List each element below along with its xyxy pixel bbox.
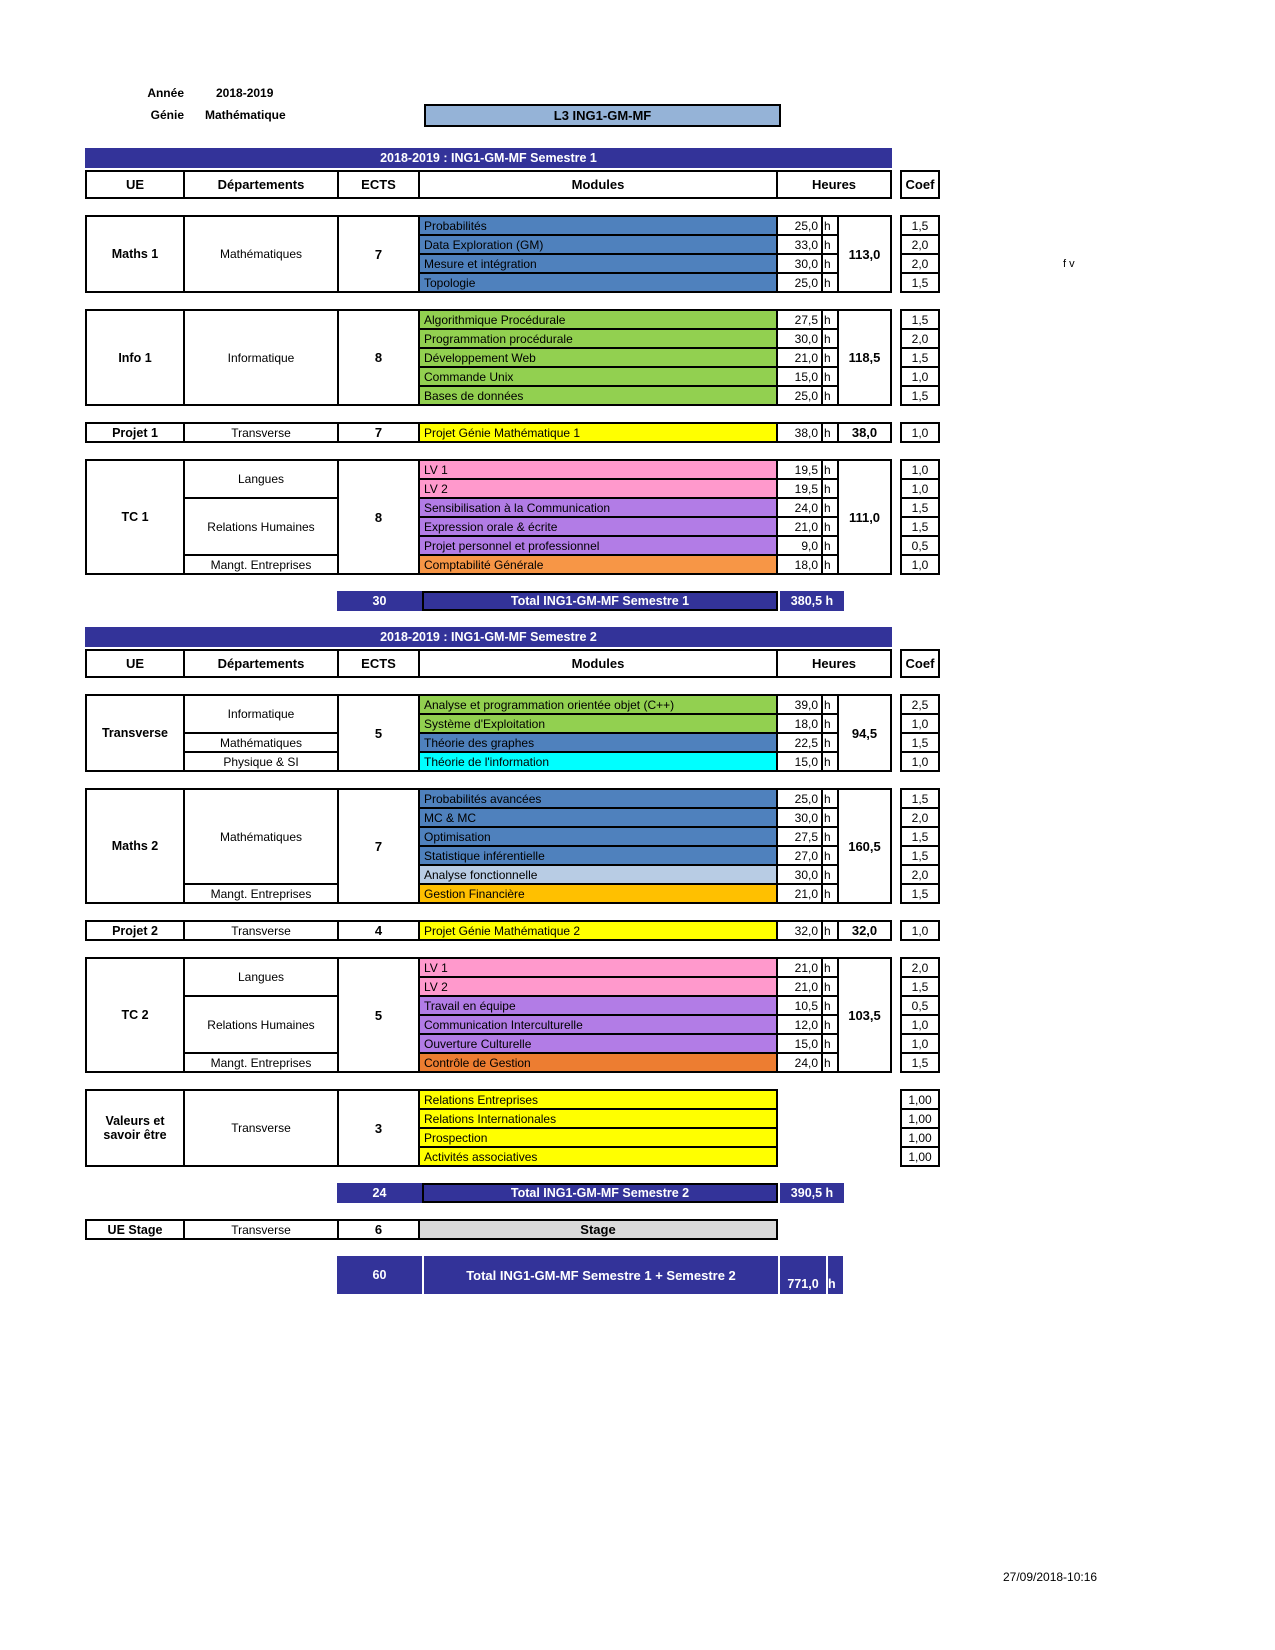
module-cell: Travail en équipe [420, 997, 776, 1014]
hours-unit: h [823, 715, 837, 732]
coef-cell: 0,5 [900, 995, 940, 1016]
coef-cell: 1,5 [900, 347, 940, 368]
hours-unit: h [823, 236, 837, 253]
section-grid [85, 459, 892, 575]
module-cell: Probabilités avancées [420, 790, 776, 807]
module-cell: Expression orale & écrite [420, 518, 776, 535]
ects-cell: 3 [339, 1091, 418, 1165]
section-grid [85, 215, 892, 293]
departement-cell: Langues [185, 461, 337, 497]
column-header-modules: Modules [420, 651, 776, 676]
coef-stack [900, 788, 940, 904]
module-cell: Relations Entreprises [420, 1091, 776, 1108]
section-hours-total: 38,0 [839, 424, 890, 441]
coef-cell: 1,0 [900, 554, 940, 575]
departement-cell: Langues [185, 959, 337, 995]
grand-total-label: Total ING1-GM-MF Semestre 1 + Semestre 2 [424, 1256, 778, 1294]
hours-unit: h [823, 828, 837, 845]
table-area [85, 148, 985, 1294]
stray-text: f v [1063, 258, 1075, 270]
course-section [85, 957, 945, 1073]
stage-grid [85, 1219, 778, 1240]
module-hours: 30,0 [778, 866, 821, 883]
module-hours: 19,5 [778, 480, 821, 497]
column-header-ects: ECTS [339, 651, 418, 676]
semester-1-total-hours: 380,5 h [780, 591, 844, 611]
coef-cell: 1,5 [900, 385, 940, 406]
semester-1-total-label: Total ING1-GM-MF Semestre 1 [422, 591, 778, 611]
module-cell: LV 1 [420, 959, 776, 976]
ects-cell: 8 [339, 461, 418, 573]
module-hours: 33,0 [778, 236, 821, 253]
departement-cell: Mangt. Entreprises [185, 885, 337, 902]
module-hours: 39,0 [778, 696, 821, 713]
coef-cell: 1,0 [900, 920, 940, 941]
module-hours: 9,0 [778, 537, 821, 554]
ue-cell: Projet 2 [87, 922, 183, 939]
module-cell: Relations Internationales [420, 1110, 776, 1127]
section-grid [85, 920, 892, 941]
module-hours: 32,0 [778, 922, 821, 939]
module-cell: Statistique inférentielle [420, 847, 776, 864]
module-hours: 12,0 [778, 1016, 821, 1033]
ects-cell: 5 [339, 959, 418, 1071]
module-cell: Projet Génie Mathématique 2 [420, 922, 776, 939]
module-hours: 30,0 [778, 330, 821, 347]
module-hours: 30,0 [778, 809, 821, 826]
module-hours: 15,0 [778, 368, 821, 385]
coef-cell: 1,5 [900, 215, 940, 236]
module-hours: 22,5 [778, 734, 821, 751]
coef-cell: 1,00 [900, 1146, 940, 1167]
ue-cell: Projet 1 [87, 424, 183, 441]
coef-cell: 1,5 [900, 883, 940, 904]
hours-unit: h [823, 978, 837, 995]
coef-cell: 1,5 [900, 976, 940, 997]
column-header-ue: UE [87, 651, 183, 676]
hours-unit: h [823, 809, 837, 826]
module-cell: Analyse fonctionnelle [420, 866, 776, 883]
departement-cell: Relations Humaines [185, 997, 337, 1052]
coef-stack [900, 422, 940, 443]
hours-unit: h [823, 922, 837, 939]
module-cell: Ouverture Culturelle [420, 1035, 776, 1052]
column-header-modules: Modules [420, 172, 776, 197]
module-cell: LV 1 [420, 461, 776, 478]
hours-unit: h [823, 696, 837, 713]
course-section [85, 788, 945, 904]
ue-cell: Valeurs et savoir être [87, 1091, 183, 1165]
semester-2-total-hours: 390,5 h [780, 1183, 844, 1203]
module-cell: Projet Génie Mathématique 1 [420, 424, 776, 441]
departement-cell: Mathématiques [185, 734, 337, 751]
hours-unit: h [823, 480, 837, 497]
semester-2-sections [85, 694, 985, 1167]
semester-1-sections [85, 215, 985, 575]
section-grid [85, 694, 892, 772]
module-cell: Communication Interculturelle [420, 1016, 776, 1033]
module-cell: Optimisation [420, 828, 776, 845]
module-cell: Comptabilité Générale [420, 556, 776, 573]
semester-2-total-row [85, 1183, 892, 1203]
module-cell: Commande Unix [420, 368, 776, 385]
module-hours: 21,0 [778, 518, 821, 535]
ue-cell: TC 1 [87, 461, 183, 573]
semester-1-total-row [85, 591, 892, 611]
departement-cell: Mangt. Entreprises [185, 556, 337, 573]
coef-cell: 1,5 [900, 845, 940, 866]
module-cell: Topologie [420, 274, 776, 291]
footer-timestamp: 27/09/2018-10:16 [1003, 1570, 1098, 1584]
section-hours-total: 94,5 [839, 696, 890, 770]
module-hours: 25,0 [778, 217, 821, 234]
departement-cell: Transverse [185, 922, 337, 939]
stage-departement-cell: Transverse [185, 1221, 337, 1238]
hours-unit: h [823, 1054, 837, 1071]
module-cell: Analyse et programmation orientée objet (C++) [420, 696, 776, 713]
module-cell: Contrôle de Gestion [420, 1054, 776, 1071]
departement-cell: Transverse [185, 424, 337, 441]
coef-cell: 1,0 [900, 1033, 940, 1054]
departement-cell: Transverse [185, 1091, 337, 1165]
section-hours-total: 113,0 [839, 217, 890, 291]
module-hours: 27,0 [778, 847, 821, 864]
module-cell: Probabilités [420, 217, 776, 234]
hours-unit: h [823, 1035, 837, 1052]
module-hours: 19,5 [778, 461, 821, 478]
ue-cell: Transverse [87, 696, 183, 770]
module-hours: 25,0 [778, 274, 821, 291]
hours-unit: h [823, 274, 837, 291]
module-cell: Activités associatives [420, 1148, 776, 1165]
course-section [85, 309, 945, 406]
module-hours: 15,0 [778, 753, 821, 770]
coef-stack [900, 459, 940, 575]
section-hours-total: 160,5 [839, 790, 890, 902]
coef-cell: 0,5 [900, 535, 940, 556]
module-cell: Sensibilisation à la Communication [420, 499, 776, 516]
column-header-ects: ECTS [339, 172, 418, 197]
hours-unit: h [823, 461, 837, 478]
module-hours: 21,0 [778, 349, 821, 366]
coef-cell: 1,0 [900, 751, 940, 772]
ue-cell: Maths 2 [87, 790, 183, 902]
course-section [85, 920, 945, 941]
coef-cell: 1,5 [900, 826, 940, 847]
hours-unit: h [823, 959, 837, 976]
module-hours: 30,0 [778, 255, 821, 272]
module-hours: 25,0 [778, 790, 821, 807]
coef-cell: 2,0 [900, 807, 940, 828]
semester-2-total-ects: 24 [337, 1183, 422, 1203]
departement-cell: Mathématiques [185, 790, 337, 883]
module-cell: MC & MC [420, 809, 776, 826]
module-hours: 21,0 [778, 959, 821, 976]
coef-stack [900, 694, 940, 772]
hours-unit: h [823, 424, 837, 441]
hours-unit: h [823, 311, 837, 328]
ue-cell: Maths 1 [87, 217, 183, 291]
column-header-heures: Heures [778, 172, 890, 197]
coef-header-stack [900, 170, 940, 199]
module-cell: LV 2 [420, 480, 776, 497]
semester-2-header-row [85, 649, 945, 678]
column-header-ue: UE [87, 172, 183, 197]
stage-ects-cell: 6 [339, 1221, 418, 1238]
hours-unit: h [823, 734, 837, 751]
coef-stack [900, 215, 940, 293]
ects-cell: 7 [339, 217, 418, 291]
coef-stack [900, 309, 940, 406]
departement-cell: Mangt. Entreprises [185, 1054, 337, 1071]
section-hours-total: 118,5 [839, 311, 890, 404]
module-hours: 18,0 [778, 715, 821, 732]
module-hours: 21,0 [778, 885, 821, 902]
grand-total-unit: h [828, 1256, 843, 1294]
coef-cell: 1,00 [900, 1127, 940, 1148]
section-grid [85, 788, 892, 904]
coef-cell: 2,0 [900, 253, 940, 274]
hours-unit: h [823, 556, 837, 573]
coef-cell: 1,0 [900, 713, 940, 734]
section-grid [85, 957, 892, 1073]
hours-unit: h [823, 790, 837, 807]
grand-total-row [85, 1256, 892, 1294]
coef-cell: 1,0 [900, 459, 940, 480]
module-cell: Développement Web [420, 349, 776, 366]
coef-cell: 2,0 [900, 234, 940, 255]
column-header-departements: Départements [185, 172, 337, 197]
coef-cell: 1,0 [900, 366, 940, 387]
course-section [85, 1089, 945, 1167]
module-cell: Algorithmique Procédurale [420, 311, 776, 328]
coef-stack [900, 1089, 940, 1167]
module-cell: Bases de données [420, 387, 776, 404]
coef-cell: 1,0 [900, 478, 940, 499]
module-cell: Projet personnel et professionnel [420, 537, 776, 554]
coef-cell: 2,0 [900, 957, 940, 978]
module-hours: 10,5 [778, 997, 821, 1014]
genie-value: Mathématique [205, 108, 286, 122]
coef-cell: 1,5 [900, 497, 940, 518]
section-grid [85, 309, 892, 406]
coef-cell: 2,5 [900, 694, 940, 715]
departement-cell: Mathématiques [185, 217, 337, 291]
semester-1-header-grid [85, 170, 892, 199]
ue-cell: Info 1 [87, 311, 183, 404]
coef-header-stack [900, 649, 940, 678]
section-hours-total: 111,0 [839, 461, 890, 573]
hours-unit: h [823, 753, 837, 770]
course-section [85, 215, 945, 293]
genie-label: Génie [150, 108, 184, 122]
semester-1-header-row [85, 170, 945, 199]
hours-unit: h [823, 255, 837, 272]
departement-cell: Relations Humaines [185, 499, 337, 554]
grand-total-ects: 60 [337, 1256, 422, 1294]
annee-label: Année [147, 86, 184, 100]
module-hours: 21,0 [778, 978, 821, 995]
course-section [85, 422, 945, 443]
coef-stack [900, 957, 940, 1073]
module-hours: 24,0 [778, 499, 821, 516]
hours-unit: h [823, 518, 837, 535]
coef-cell: 1,00 [900, 1108, 940, 1129]
coef-cell: 1,5 [900, 788, 940, 809]
section-hours-total: 32,0 [839, 922, 890, 939]
ects-cell: 4 [339, 922, 418, 939]
ects-cell: 5 [339, 696, 418, 770]
section-grid [85, 422, 892, 443]
stage-ue-cell: UE Stage [87, 1221, 183, 1238]
hours-unit: h [823, 499, 837, 516]
coef-cell: 2,0 [900, 328, 940, 349]
hours-unit: h [823, 349, 837, 366]
module-hours: 25,0 [778, 387, 821, 404]
stage-label-cell: Stage [420, 1221, 776, 1238]
coef-cell: 2,0 [900, 864, 940, 885]
ects-cell: 7 [339, 790, 418, 902]
coef-cell: 1,5 [900, 516, 940, 537]
column-header-heures: Heures [778, 651, 890, 676]
module-hours: 24,0 [778, 1054, 821, 1071]
module-hours: 27,5 [778, 311, 821, 328]
column-header-departements: Départements [185, 651, 337, 676]
module-cell: Théorie de l'information [420, 753, 776, 770]
hours-unit: h [823, 368, 837, 385]
module-hours: 38,0 [778, 424, 821, 441]
module-cell: Data Exploration (GM) [420, 236, 776, 253]
module-hours: 27,5 [778, 828, 821, 845]
hours-unit: h [823, 866, 837, 883]
module-hours: 15,0 [778, 1035, 821, 1052]
module-cell: Théorie des graphes [420, 734, 776, 751]
semester-2-header-grid [85, 649, 892, 678]
hours-unit: h [823, 997, 837, 1014]
course-section [85, 459, 945, 575]
course-section [85, 694, 945, 772]
hours-unit: h [823, 217, 837, 234]
module-hours: 18,0 [778, 556, 821, 573]
module-cell: LV 2 [420, 978, 776, 995]
program-title: L3 ING1-GM-MF [424, 104, 781, 127]
coef-cell: 1,5 [900, 272, 940, 293]
ects-cell: 7 [339, 424, 418, 441]
coef-cell: 1,0 [900, 1014, 940, 1035]
module-cell: Gestion Financière [420, 885, 776, 902]
coef-cell: 1,5 [900, 1052, 940, 1073]
coef-cell: 1,5 [900, 309, 940, 330]
coef-cell: 1,5 [900, 732, 940, 753]
section-hours-total: 103,5 [839, 959, 890, 1071]
semester-2-total-label: Total ING1-GM-MF Semestre 2 [422, 1183, 778, 1203]
column-header-coef: Coef [900, 649, 940, 678]
module-cell: Programmation procédurale [420, 330, 776, 347]
hours-unit: h [823, 847, 837, 864]
coef-stack [900, 920, 940, 941]
annee-value: 2018-2019 [216, 86, 274, 100]
departement-cell: Physique & SI [185, 753, 337, 770]
stage-row [85, 1219, 945, 1240]
ue-cell: TC 2 [87, 959, 183, 1071]
coef-cell: 1,0 [900, 422, 940, 443]
ects-cell: 8 [339, 311, 418, 404]
module-cell: Système d'Exploitation [420, 715, 776, 732]
section-grid [85, 1089, 778, 1167]
semester-1-title-bar: 2018-2019 : ING1-GM-MF Semestre 1 [85, 148, 892, 168]
coef-cell: 1,00 [900, 1089, 940, 1110]
module-cell: Prospection [420, 1129, 776, 1146]
departement-cell: Informatique [185, 311, 337, 404]
hours-unit: h [823, 387, 837, 404]
departement-cell: Informatique [185, 696, 337, 732]
grand-total-hours: 771,0 [780, 1256, 826, 1294]
module-cell: Mesure et intégration [420, 255, 776, 272]
hours-unit: h [823, 537, 837, 554]
column-header-coef: Coef [900, 170, 940, 199]
hours-unit: h [823, 885, 837, 902]
semester-2-title-bar: 2018-2019 : ING1-GM-MF Semestre 2 [85, 627, 892, 647]
hours-unit: h [823, 1016, 837, 1033]
semester-1-total-ects: 30 [337, 591, 422, 611]
hours-unit: h [823, 330, 837, 347]
